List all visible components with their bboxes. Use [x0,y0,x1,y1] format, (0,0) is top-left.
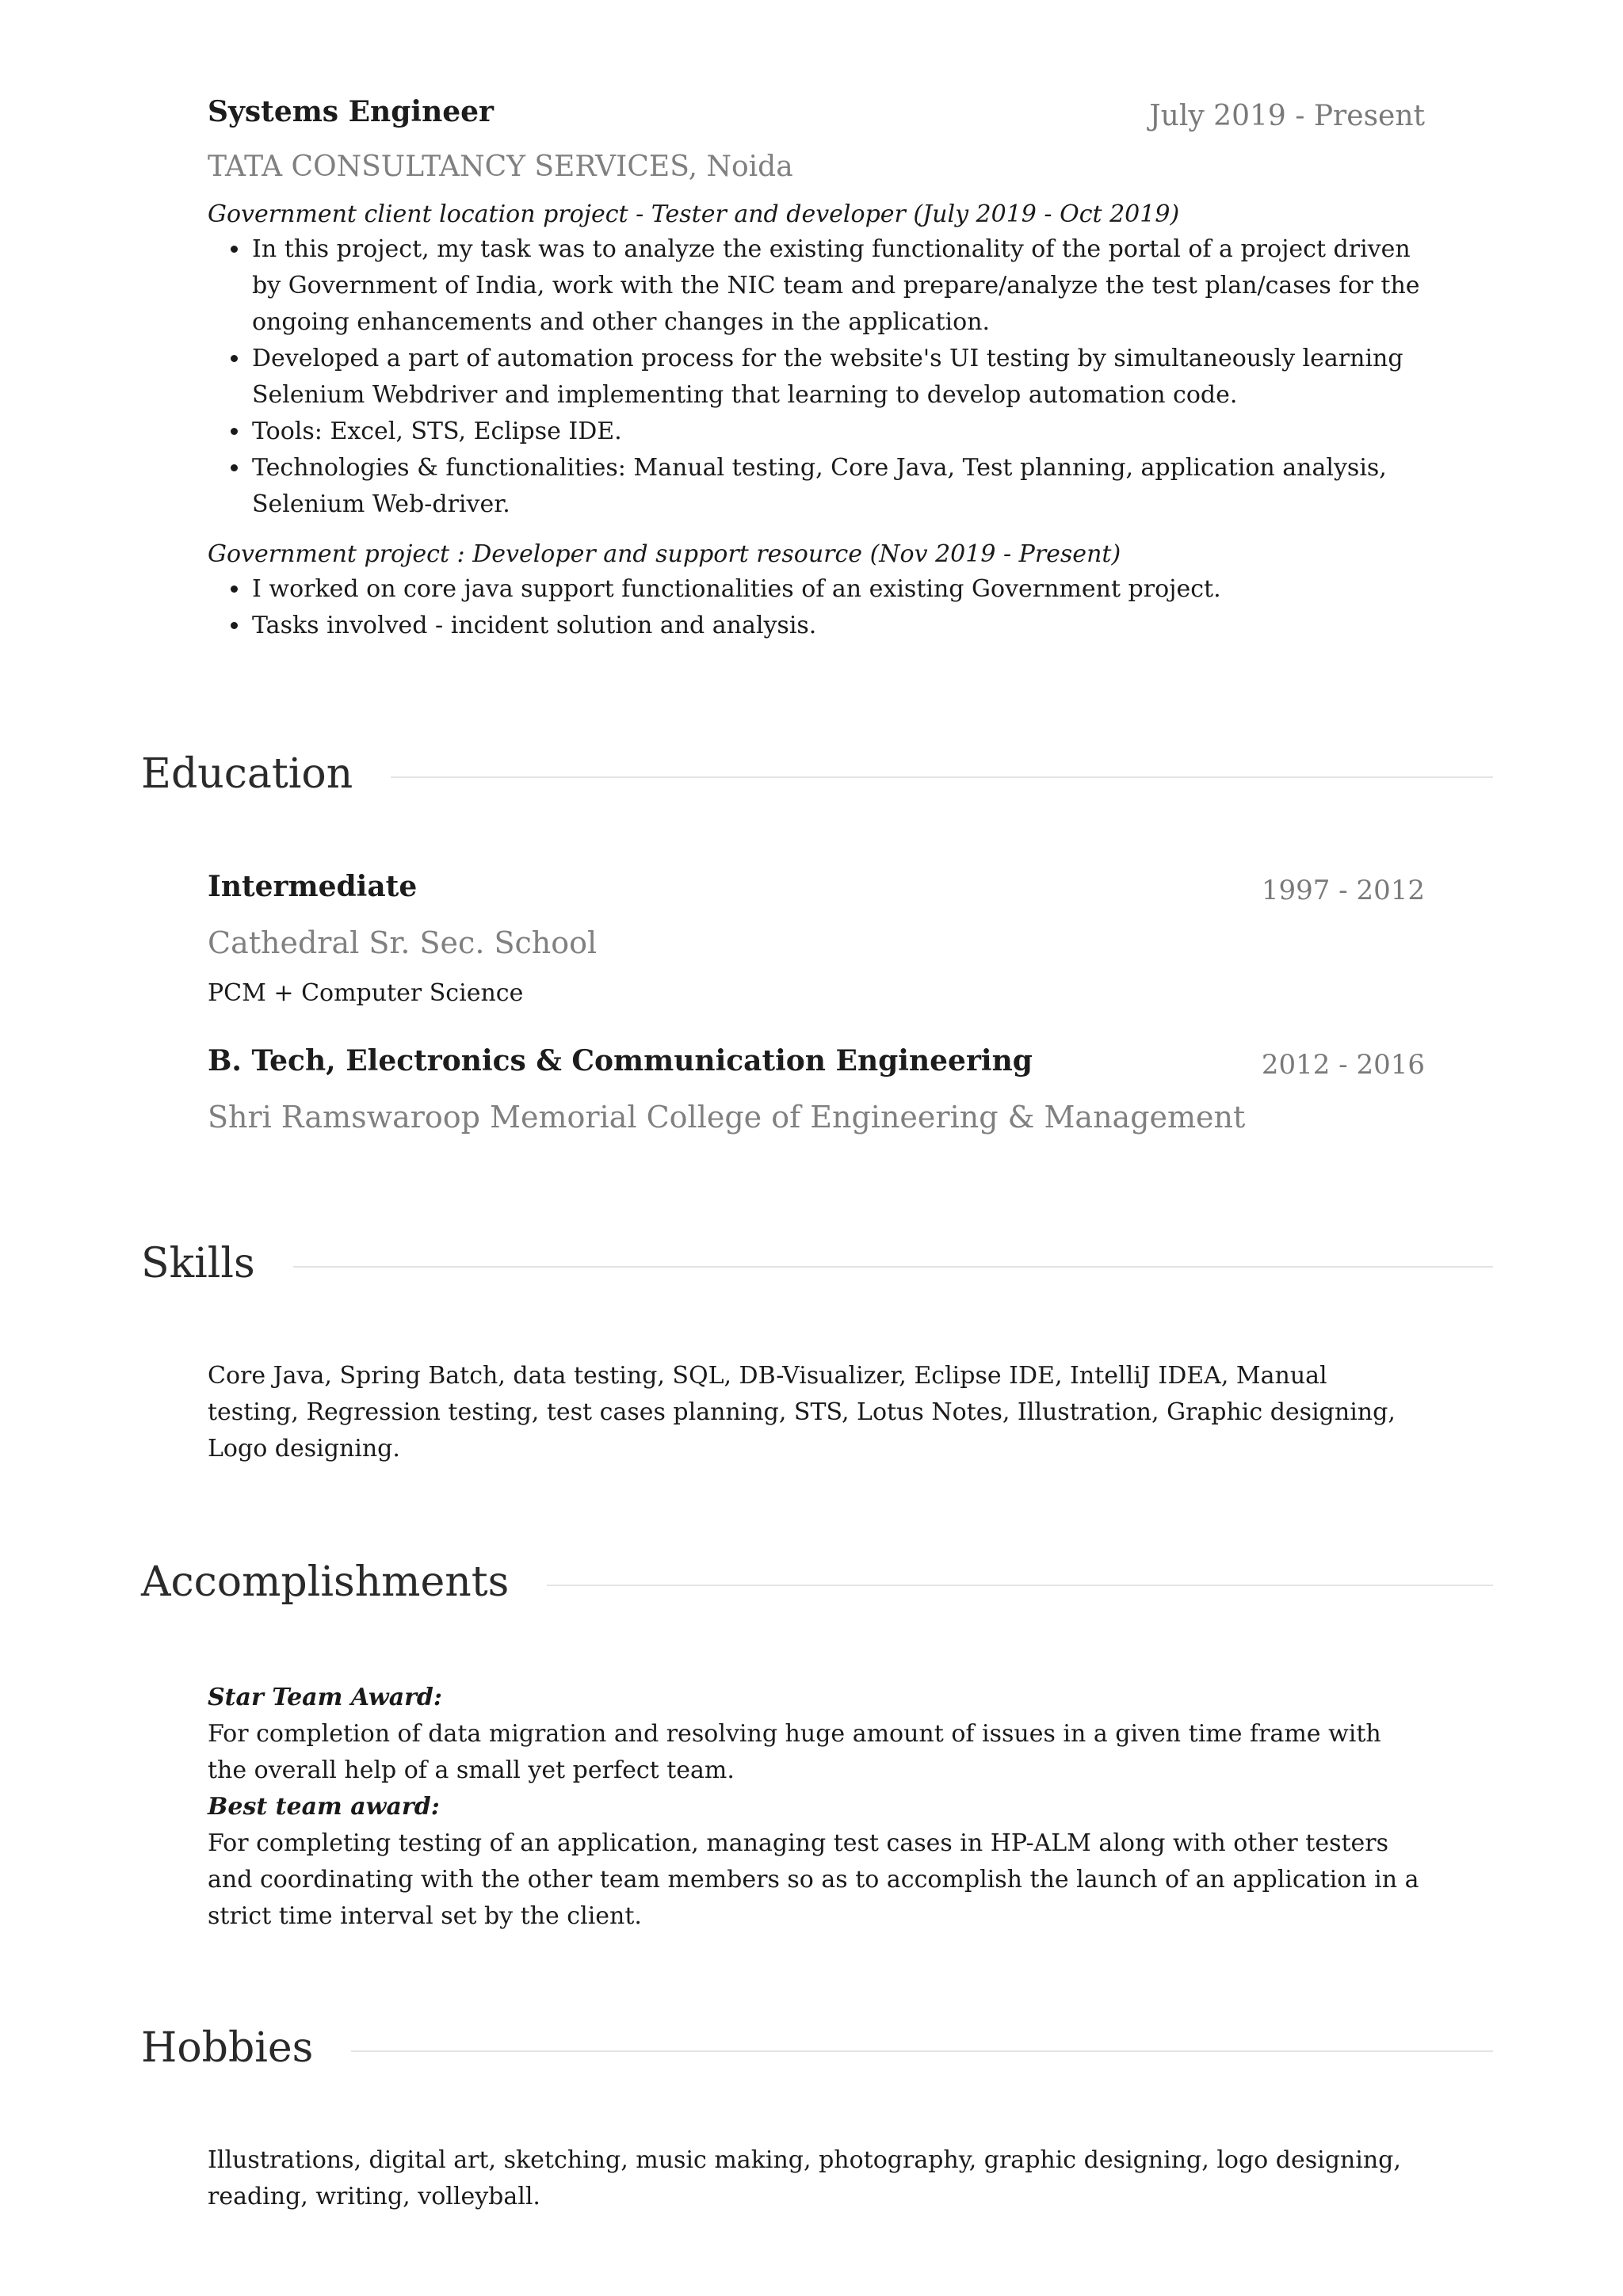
section-heading: Hobbies [141,2020,351,2076]
hobbies-section-header [141,2020,1493,2076]
hobbies-body [208,2142,1425,2215]
hobbies-text: Illustrations, digital art, sketching, music making, photography, graphic designing, logo designing, reading, writing, volleyball. [208,2146,1401,2210]
skills-body [208,1358,1425,1467]
experience-entry [208,95,1425,644]
education-school: Cathedral Sr. Sec. School [208,925,598,960]
project-bullet-list [208,571,1425,644]
list-item: • I worked on core java support functionalities of an existing Government project. [250,571,1425,608]
education-entry [208,1044,1425,1135]
accomplishment-title: Star Team Award: [208,1684,442,1711]
accomplishment-title: Best team award: [208,1793,440,1821]
section-heading: Skills [141,1236,293,1291]
education-detail: PCM + Computer Science [208,979,524,1007]
section-heading: Education [141,746,391,802]
education-entry [208,870,1425,1007]
education-title: Intermediate [208,870,418,903]
education-date: 2012 - 2016 [1261,1049,1425,1081]
list-item: • Tasks involved - incident solution and analysis. [250,608,1425,644]
accomplishment-text: For completion of data migration and resolving huge amount of issues in a given time frame with the overall help of a small yet perfect team. [208,1720,1381,1784]
role-title: Systems Engineer [208,95,495,128]
role-organization: TATA CONSULTANCY SERVICES, Noida [208,151,793,183]
list-item: • Technologies & functionalities: Manual testing, Core Java, Test planning, application analysis, Selenium Web-driver. [250,450,1425,523]
section-heading: Accomplishments [141,1554,547,1610]
project-bullet-list [208,231,1425,523]
education-header [208,1044,1425,1092]
section-divider [141,1266,1493,1268]
skills-section-header [141,1236,1493,1291]
education-title: B. Tech, Electronics & Communication Engineering [208,1044,1033,1077]
education-section-header [141,746,1493,802]
project-title: Government project : Developer and support resource (Nov 2019 - Present) [208,540,1121,568]
list-item: • Developed a part of automation process for the website's UI testing by simultaneously learning Selenium Webdriver and implementing that learning to develop automation code. [250,341,1425,414]
project-title: Government client location project - Tester and developer (July 2019 - Oct 2019) [208,200,1180,228]
list-item: • Tools: Excel, STS, Eclipse IDE. [250,414,1425,450]
education-header [208,870,1425,917]
role-date: July 2019 - Present [1149,100,1425,132]
role-header [208,95,1425,143]
accomplishments-section-header [141,1554,1493,1610]
skills-text: Core Java, Spring Batch, data testing, SQL, DB-Visualizer, Eclipse IDE, IntelliJ IDEA, Manual testing, Regression testing, test cases planning, STS, Lotus Notes, Illustration, Graphic designing, Logo designing. [208,1362,1396,1463]
list-item: • In this project, my task was to analyze the existing functionality of the portal of a project driven by Government of India, work with the NIC team and prepare/analyze the test plan/cases for the ongoing enhancements and other changes in the application. [250,231,1425,341]
accomplishment-text: For completing testing of an application, managing test cases in HP-ALM along with other testers and coordinating with the other team members so as to accomplish the launch of an application in a strict time interval set by the client. [208,1829,1419,1930]
accomplishments-body [208,1680,1425,1935]
education-school: Shri Ramswaroop Memorial College of Engineering & Management [208,1100,1246,1135]
education-date: 1997 - 2012 [1261,875,1425,906]
